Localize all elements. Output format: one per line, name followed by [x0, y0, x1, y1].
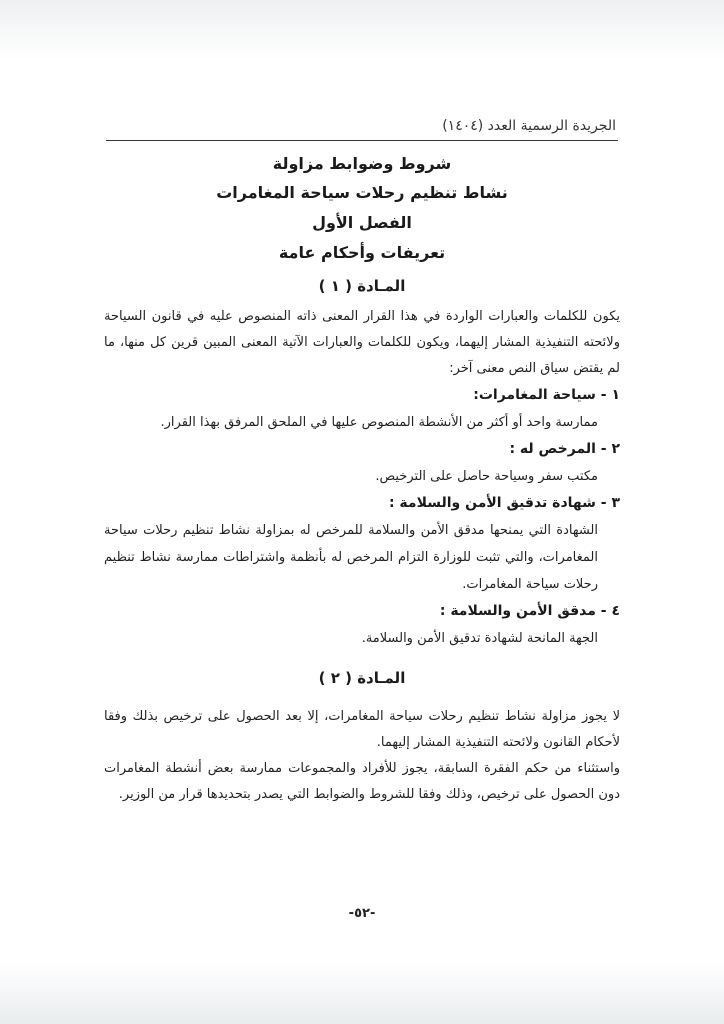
article-2-paragraph-1: لا يجوز مزاولة نشاط تنظيم رحلات سياحة المغامرات، إلا بعد الحصول على ترخيص بذلك وفقا لأحكام القانون ولائحته التنفيذية المشار إليهما.: [104, 709, 620, 750]
definition-3-term: ٣ - شهادة تدقيق الأمن والسلامة :: [388, 495, 620, 511]
article-2-heading: المـادة ( ٢ ): [318, 669, 406, 687]
gazette-header: الجريدة الرسمية العدد (١٤٠٤): [442, 118, 616, 134]
header-divider: [106, 140, 618, 141]
section-title: تعريفات وأحكام عامة: [278, 243, 446, 262]
title-line-2: نشاط تنظيم رحلات سياحة المغامرات: [216, 183, 508, 202]
spacer: [104, 652, 620, 660]
chapter-title: الفصل الأول: [312, 213, 412, 232]
article-1-heading: المـادة ( ١ ): [318, 277, 406, 295]
article-2-paragraph-2: واستثناء من حكم الفقرة السابقة، يجوز للأفراد والمجموعات ممارسة بعض أنشطة المغامرات دون الحصول على ترخيص، وذلك وفقا للشروط والضوابط التي يصدر بتحديدها قرار من الوزير.: [104, 761, 620, 802]
article-1-intro: يكون للكلمات والعبارات الواردة في هذا القرار المعنى ذاته المنصوص عليه في قانون السياحة ولائحته التنفيذية المشار إليهما، ويكون للكلمات والعبارات الآتية المعنى المبين قرين كل منها، ما لم يقتض سياق النص معنى آخر:: [104, 309, 620, 376]
definition-2-body: مكتب سفر وسياحة حاصل على الترخيص.: [375, 469, 598, 484]
definition-4-term: ٤ - مدقق الأمن والسلامة :: [439, 603, 620, 619]
document-body: [104, 150, 620, 808]
page-number: -٥٢-: [348, 906, 376, 921]
definition-4-body: الجهة المانحة لشهادة تدقيق الأمن والسلامة.: [361, 631, 598, 646]
spacer: [104, 696, 620, 704]
definition-2-term: ٢ - المرخص له :: [509, 441, 620, 457]
definition-3-body: الشهادة التي يمنحها مدقق الأمن والسلامة للمرخص له بمزاولة نشاط تنظيم رحلات سياحة المغامرات، والتي تثبت للوزارة التزام المرخص له بأنظمة واشتراطات ممارسة نشاط تنظيم رحلات سياحة المغامرات.: [104, 523, 598, 592]
definition-1-body: ممارسة واحد أو أكثر من الأنشطة المنصوص عليها في الملحق المرفق بهذا القرار.: [160, 415, 598, 430]
definition-1-term: ١ - سياحة المغامرات:: [473, 387, 620, 403]
title-line-1: شروط وضوابط مزاولة: [272, 154, 452, 173]
